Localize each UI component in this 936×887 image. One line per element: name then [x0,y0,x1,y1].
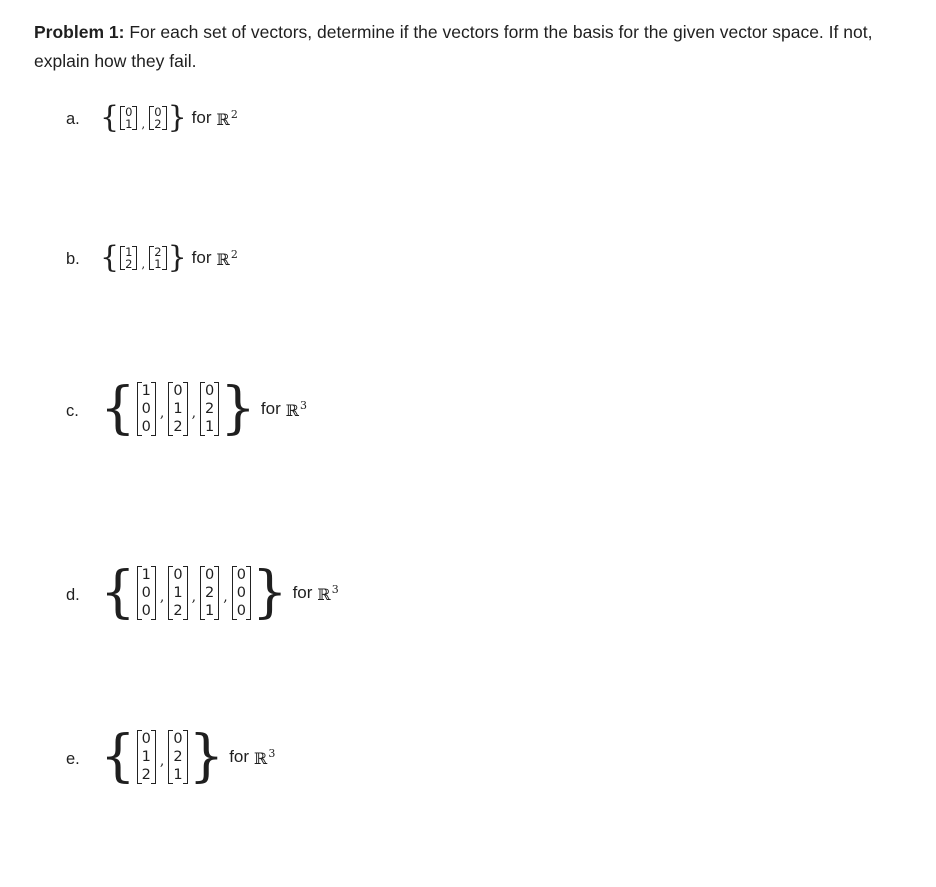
vector-entry: 1 [141,383,151,399]
vector [200,566,219,620]
item-letter-a: a. [66,110,80,128]
vector-space: ℝ$^3$ [285,398,308,420]
vector [137,730,156,784]
comma: , [141,117,146,131]
comma: , [191,589,197,605]
vector-entry: 2 [125,257,133,271]
vector-entry: 1 [205,419,215,435]
left-brace: { [100,560,136,625]
comma: , [191,405,197,421]
comma: , [159,753,165,769]
vector-set-a [100,100,238,135]
vector-entry: 2 [141,767,151,783]
vector-entry: 0 [236,585,246,601]
for-label: for [191,248,212,267]
vector-entry: 1 [141,749,151,765]
vector [168,730,187,784]
vector [149,246,166,270]
vector-entry: 1 [125,117,133,131]
vector-entry: 0 [205,567,215,583]
vector-entry: 2 [154,117,162,131]
for-label: for [292,583,313,602]
for-label: for [229,747,250,766]
vector-entry: 2 [173,603,183,619]
vector [232,566,251,620]
item-letter-c: c. [66,402,79,420]
right-brace: } [251,560,288,625]
right-brace: } [167,100,187,135]
vector-entry: 0 [173,567,183,583]
vector-entry: 0 [141,603,151,619]
problem-text: For each set of vectors, determine if the vectors form the basis for the given vector space. If not, explain how they fail. [34,22,873,71]
vector-entry: 0 [141,419,151,435]
right-brace: } [167,240,187,275]
vector [149,106,166,130]
vector-set-c [100,376,308,441]
vector-entry: 2 [173,419,183,435]
vector-entry: 1 [154,257,162,271]
vector-entry: 0 [236,567,246,583]
vector [168,382,187,436]
vector [137,566,156,620]
vector-set-d [100,560,339,625]
vector-set-b [100,240,238,275]
vector-entry: 2 [173,749,183,765]
vector-entry: 2 [154,245,162,259]
vector-entry: 1 [173,585,183,601]
vector-space: ℝ$^3$ [317,582,339,604]
vector-entry: 2 [205,585,215,601]
vector [120,246,137,270]
vector [200,382,219,436]
comma: , [159,405,165,421]
item-letter-e: e. [66,750,80,768]
vector-entry: 1 [173,767,183,783]
right-brace: } [188,724,225,789]
problem-label: Problem 1: [34,22,125,42]
vector-entry: 0 [173,731,183,747]
vector [137,382,156,436]
vector-space: ℝ$^2$ [216,247,238,269]
vector-entry: 0 [173,383,183,399]
left-brace: { [100,240,120,275]
vector-entry: 0 [205,383,215,399]
vector-entry: 0 [141,731,151,747]
for-label: for [260,399,281,418]
left-brace: { [100,724,136,789]
vector [120,106,137,130]
vector-entry: 1 [205,603,215,619]
vector-entry: 0 [236,603,246,619]
vector-entry: 1 [173,401,183,417]
vector [168,566,187,620]
for-label: for [191,108,212,127]
item-letter-b: b. [66,250,80,268]
vector-space: ℝ$^2$ [216,107,238,129]
vector-space: ℝ$^3$ [254,746,276,768]
vector-entry: 1 [125,245,133,259]
vector-entry: 0 [141,585,151,601]
item-letter-d: d. [66,586,80,604]
vector-entry: 0 [125,105,133,119]
comma: , [141,257,146,271]
vector-entry: 0 [154,105,162,119]
comma: , [223,589,228,605]
vector-set-e [100,724,276,789]
right-brace: } [220,376,256,441]
left-brace: { [100,100,120,135]
vector-entry: 1 [141,567,151,583]
comma: , [159,589,165,605]
left-brace: { [100,376,136,441]
vector-entry: 2 [205,401,215,417]
problem-statement [34,18,914,76]
vector-entry: 0 [141,401,151,417]
